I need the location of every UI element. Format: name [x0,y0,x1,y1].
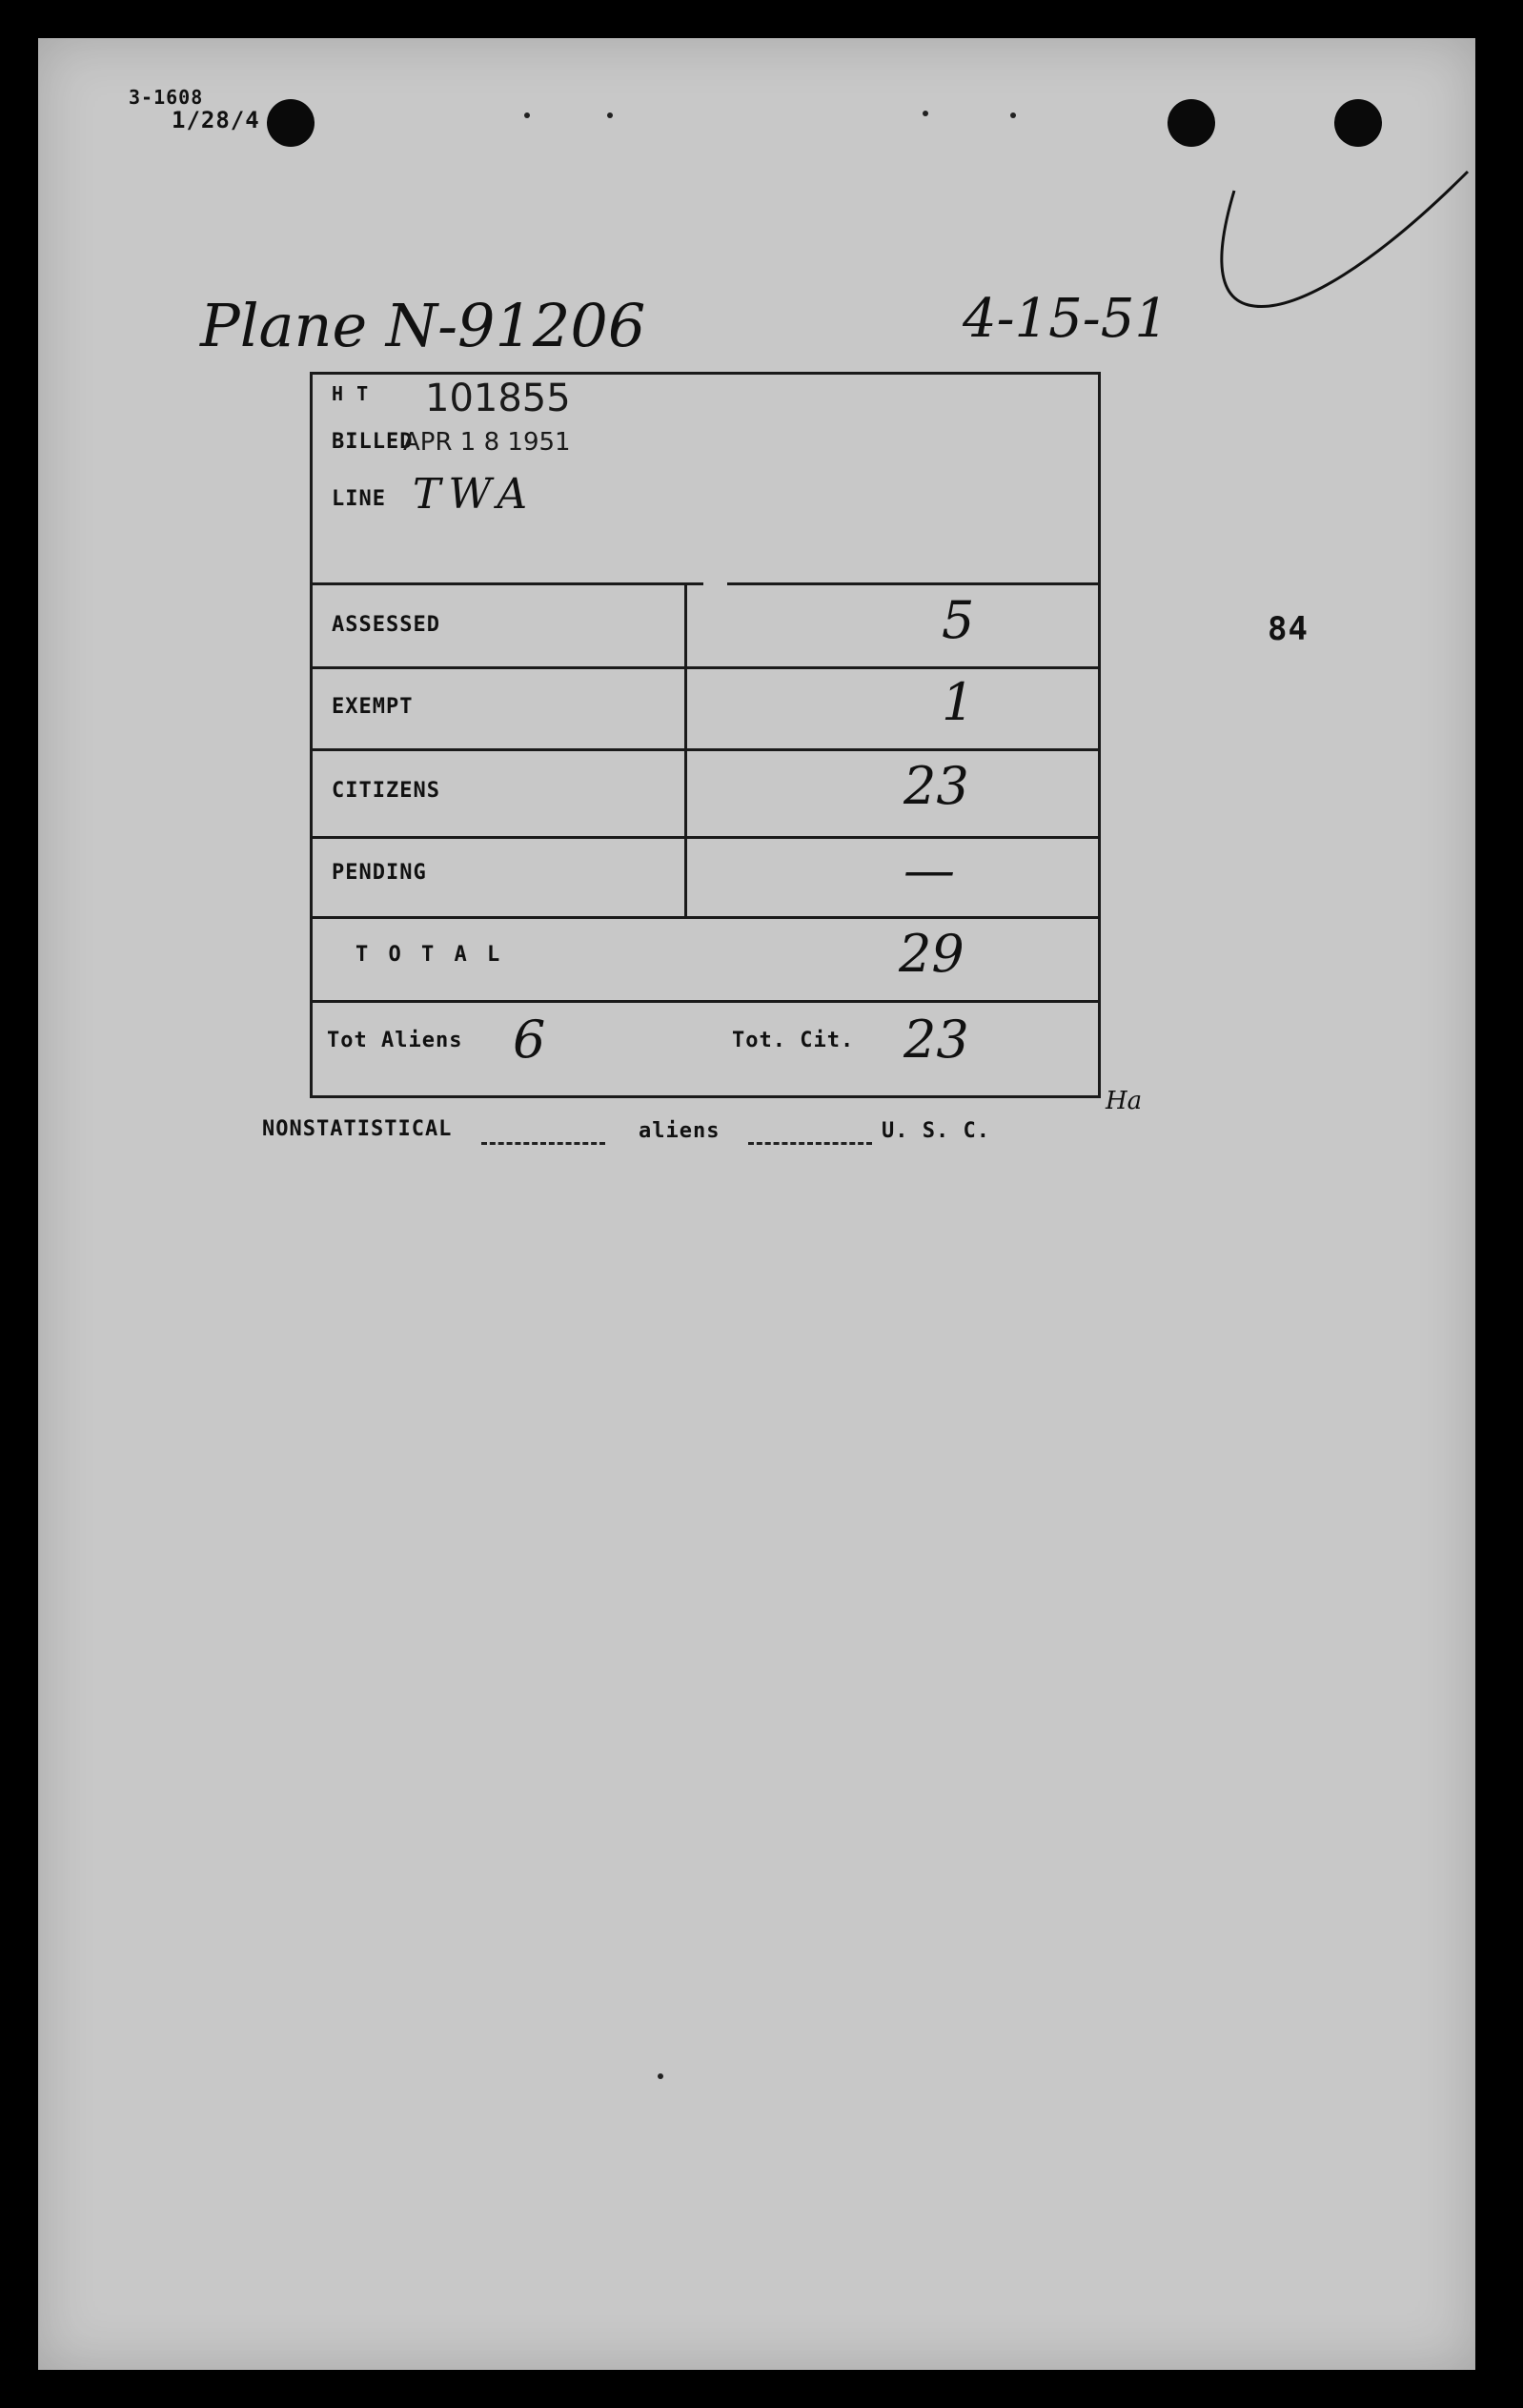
plane-number: Plane N-91206 [200,291,646,360]
total-value: 29 [899,924,965,984]
rule [313,1000,1098,1003]
assessed-label: ASSESSED [332,613,440,637]
rule [313,748,1098,751]
tot-cit-value: 23 [904,1010,969,1070]
rule [313,916,1098,919]
tot-cit-label: Tot. Cit. [732,1029,855,1052]
nonstatistical-blank [481,1142,605,1145]
rule [727,582,1099,585]
citizens-value: 23 [904,756,969,816]
billed-stamp: APR 1 8 1951 [403,428,571,457]
pending-value: — [904,840,955,900]
punch-hole-left [267,99,315,147]
ht-number: 101855 [425,377,571,420]
tot-aliens-label: Tot Aliens [327,1029,463,1052]
page-side-number: 84 [1268,610,1309,648]
exempt-label: EXEMPT [332,695,414,719]
citizens-label: CITIZENS [332,779,440,803]
form-revision: 1/28/4 [172,107,260,133]
form-number: 3-1608 [129,86,204,109]
pending-label: PENDING [332,861,427,885]
rule [313,836,1098,839]
speck [524,112,530,118]
ht-label: H T [332,382,370,405]
rule [313,666,1098,669]
nonstatistical-label: NONSTATISTICAL [262,1117,453,1141]
punch-hole-right-2 [1334,99,1382,147]
assessed-value: 5 [942,590,975,650]
speck [658,2073,663,2079]
billed-label: BILLED [332,430,414,454]
total-label: T O T A L [355,943,504,967]
aliens-blank [748,1142,872,1145]
speck [923,111,928,116]
initials: Ha [1106,1087,1143,1115]
line-label: LINE [332,487,386,511]
tot-aliens-value: 6 [513,1010,546,1070]
handwritten-date: 4-15-51 [963,288,1168,350]
rule [313,582,703,585]
speck [1010,112,1016,118]
manifest-summary-form [310,372,1101,1098]
usc-label: U. S. C. [882,1119,990,1143]
aliens-label: aliens [639,1119,721,1143]
speck [607,112,613,118]
column-divider [684,582,687,916]
exempt-value: 1 [942,672,975,732]
line-value: TWA [413,470,536,519]
document-page [38,38,1475,2370]
check-mark-icon [1210,153,1475,362]
punch-hole-right-1 [1168,99,1215,147]
